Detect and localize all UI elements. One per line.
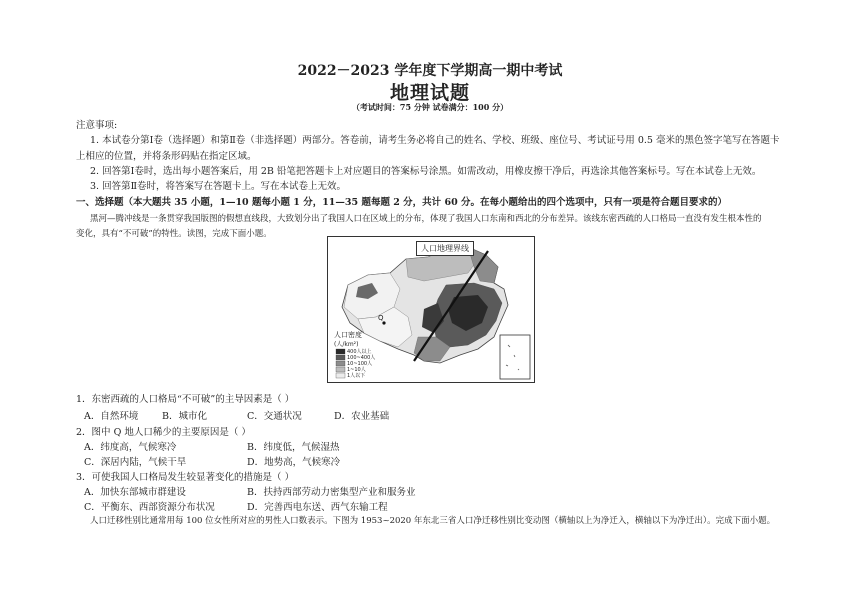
legend-title: 人口密度 — [334, 331, 362, 339]
population-density-map — [327, 236, 535, 383]
legend-label-5: 1人以下 — [347, 373, 366, 379]
question-3-option-d: D．完善西电东送、西气东输工程 — [247, 502, 388, 513]
question-1-option-b: B．城市化 — [162, 411, 207, 422]
map-title: 人口地理界线 — [416, 241, 474, 256]
notice-item-1-cont: 上相应的位置，并将条形码贴在指定区域。 — [76, 151, 257, 162]
notice-item-2: 2. 回答第Ⅰ卷时，选出每小题答案后，用 2B 铅笔把答题卡上对应题目的答案标号涂黑。如需改动，用橡皮擦干净后，再选涂其他答案标号。写在本试卷上无效。 — [90, 166, 762, 177]
map-q-label: Q — [378, 314, 384, 322]
legend-unit: (人/km²) — [334, 341, 359, 348]
legend-label-2: 100~400人 — [347, 355, 376, 361]
question-1-stem: 1．东密西疏的人口格局“不可破”的主导因素是（ ） — [76, 394, 295, 405]
question-2-option-d: D．地势高，气候寒冷 — [247, 457, 341, 468]
legend-label-3: 10~100人 — [347, 361, 373, 367]
question-2-stem: 2．图中 Q 地人口稀少的主要原因是（ ） — [76, 427, 251, 438]
question-2-option-c: C．深居内陆，气候干旱 — [84, 457, 187, 468]
exam-title: 2022－2023 学年度下学期高一期中考试 — [297, 63, 563, 79]
notice-item-3: 3. 回答第Ⅱ卷时，将答案写在答题卡上。写在本试卷上无效。 — [90, 181, 347, 192]
legend-swatch-5 — [336, 373, 345, 378]
section1-intro-2: 变化，具有“不可破”的特性。读图，完成下面小题。 — [76, 229, 272, 239]
exam-info: （考试时间：75 分钟 试卷满分：100 分） — [351, 102, 509, 112]
question-3-option-b: B．扶持西部劳动力密集型产业和服务业 — [247, 487, 416, 498]
question-2-option-a: A．纬度高，气候寒冷 — [84, 442, 177, 453]
legend-label-1: 400人以上 — [347, 349, 372, 355]
question-1-option-c: C．交通状况 — [247, 411, 302, 422]
question-3-option-c: C．平衡东、西部资源分布状况 — [84, 502, 215, 513]
legend-label-4: 1~10人 — [347, 367, 366, 373]
section1-heading: 一、选择题（本大题共 35 小题，1—10 题每小题 1 分，11—35 题每题 2 分，共计 60 分。在每小题给出的四个选项中，只有一项是符合题目要求的） — [76, 197, 728, 208]
question-1-option-a: A．自然环境 — [84, 411, 139, 422]
subject-title: 地理试题 — [389, 82, 470, 104]
next-section-intro: 人口迁移性别比通常用每 100 位女性所对应的男性人口数表示。下图为 1953~2020 年东北三省人口净迁移性别比变动图（横轴以上为净迁入，横轴以下为净迁出）。完成下面小题。 — [90, 516, 776, 526]
question-3-stem: 3．可使我国人口格局发生较显著变化的措施是（ ） — [76, 472, 295, 483]
legend-swatch-2 — [336, 355, 345, 360]
section1-intro-1: 黑河—腾冲线是一条贯穿我国版图的假想直线段，大致划分出了我国人口在区域上的分布，体现了我国人口东南和西北的分布差异。该线东密西疏的人口格局一直没有发生根本性的 — [90, 214, 762, 224]
notice-label: 注意事项: — [76, 120, 118, 131]
question-3-option-a: A．加快东部城市群建设 — [84, 487, 186, 498]
legend-swatch-4 — [336, 367, 345, 372]
legend-swatch-3 — [336, 361, 345, 366]
question-1-option-d: D．农业基础 — [334, 411, 390, 422]
notice-item-1: 1. 本试卷分第Ⅰ卷（选择题）和第Ⅱ卷（非选择题）两部分。答卷前，请考生务必将自己的姓名、学校、班级、座位号、考试证号用 0.5 毫米的黑色签字笔写在答题卡 — [90, 135, 780, 146]
legend-swatch-1 — [336, 349, 345, 354]
question-2-option-b: B．纬度低，气候湿热 — [247, 442, 340, 453]
